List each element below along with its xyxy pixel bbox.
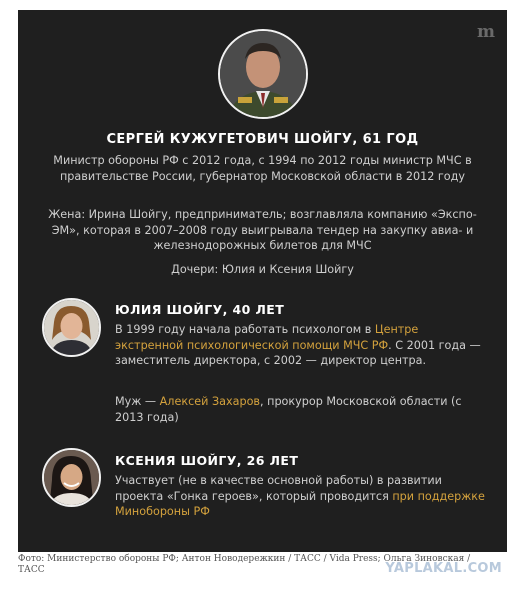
daughter1-husband <box>115 394 485 425</box>
mod-support-link[interactable]: при поддержке Минобороны РФ <box>115 489 485 518</box>
sergei-shoigu-photo <box>218 29 308 119</box>
ksenia-shoigu-photo <box>42 448 101 507</box>
portrait-icon <box>44 450 99 505</box>
photo-credits: Фото: Министерство обороны РФ; Антон Новодережкин / ТАСС / Vida Press; Ольга Зиновская / ТАСС <box>18 554 471 575</box>
daughter2-bio-text: Участвует (не в качестве основной работы) в развитии проекта «Гонка героев», который проводится <box>115 474 442 503</box>
psych-center-link[interactable]: Центре экстренной психологической помощи МЧС РФ <box>115 323 419 352</box>
portrait-icon <box>44 300 99 355</box>
daughter2-bio <box>115 473 485 520</box>
husband-suffix: , прокурор Московской области (с 2013 года) <box>115 395 462 424</box>
daughter1-bio-text-end: . С 2001 года — заместитель директора, с 2002 — директор центра. <box>115 338 481 367</box>
daughter2-name: КСЕНИЯ ШОЙГУ, 26 ЛЕТ <box>115 453 299 468</box>
husband-prefix: Муж — <box>115 395 160 408</box>
main-person-wife: Жена: Ирина Шойгу, предприниматель; возглавляла компанию «Экспо-ЭМ», которая в 2007–2008 году выигрывала тендер на закупку авиа- и железнодорожных билетов для МЧС <box>48 208 477 252</box>
yulia-shoigu-photo <box>42 298 101 357</box>
portrait-icon <box>220 31 306 117</box>
daughter1-bio <box>115 322 485 369</box>
main-person-role: Министр обороны РФ с 2012 года, с 1994 по 2012 годы министр МЧС в правительстве России, губернатор Московской области в 2012 году <box>53 154 472 183</box>
daughter1-name: ЮЛИЯ ШОЙГУ, 40 ЛЕТ <box>115 302 285 317</box>
info-card <box>18 10 507 552</box>
meduza-logo: m <box>477 22 493 42</box>
daughter1-bio-text: В 1999 году начала работать психологом в <box>115 323 375 336</box>
yaplakal-watermark: YAPLAKAL.COM <box>385 561 502 576</box>
alexey-zakharov-link[interactable]: Алексей Захаров <box>159 395 261 408</box>
main-person-name: СЕРГЕЙ КУЖУГЕТОВИЧ ШОЙГУ, 61 ГОД <box>106 132 419 147</box>
main-person-daughters: Дочери: Юлия и Ксения Шойгу <box>171 263 354 276</box>
